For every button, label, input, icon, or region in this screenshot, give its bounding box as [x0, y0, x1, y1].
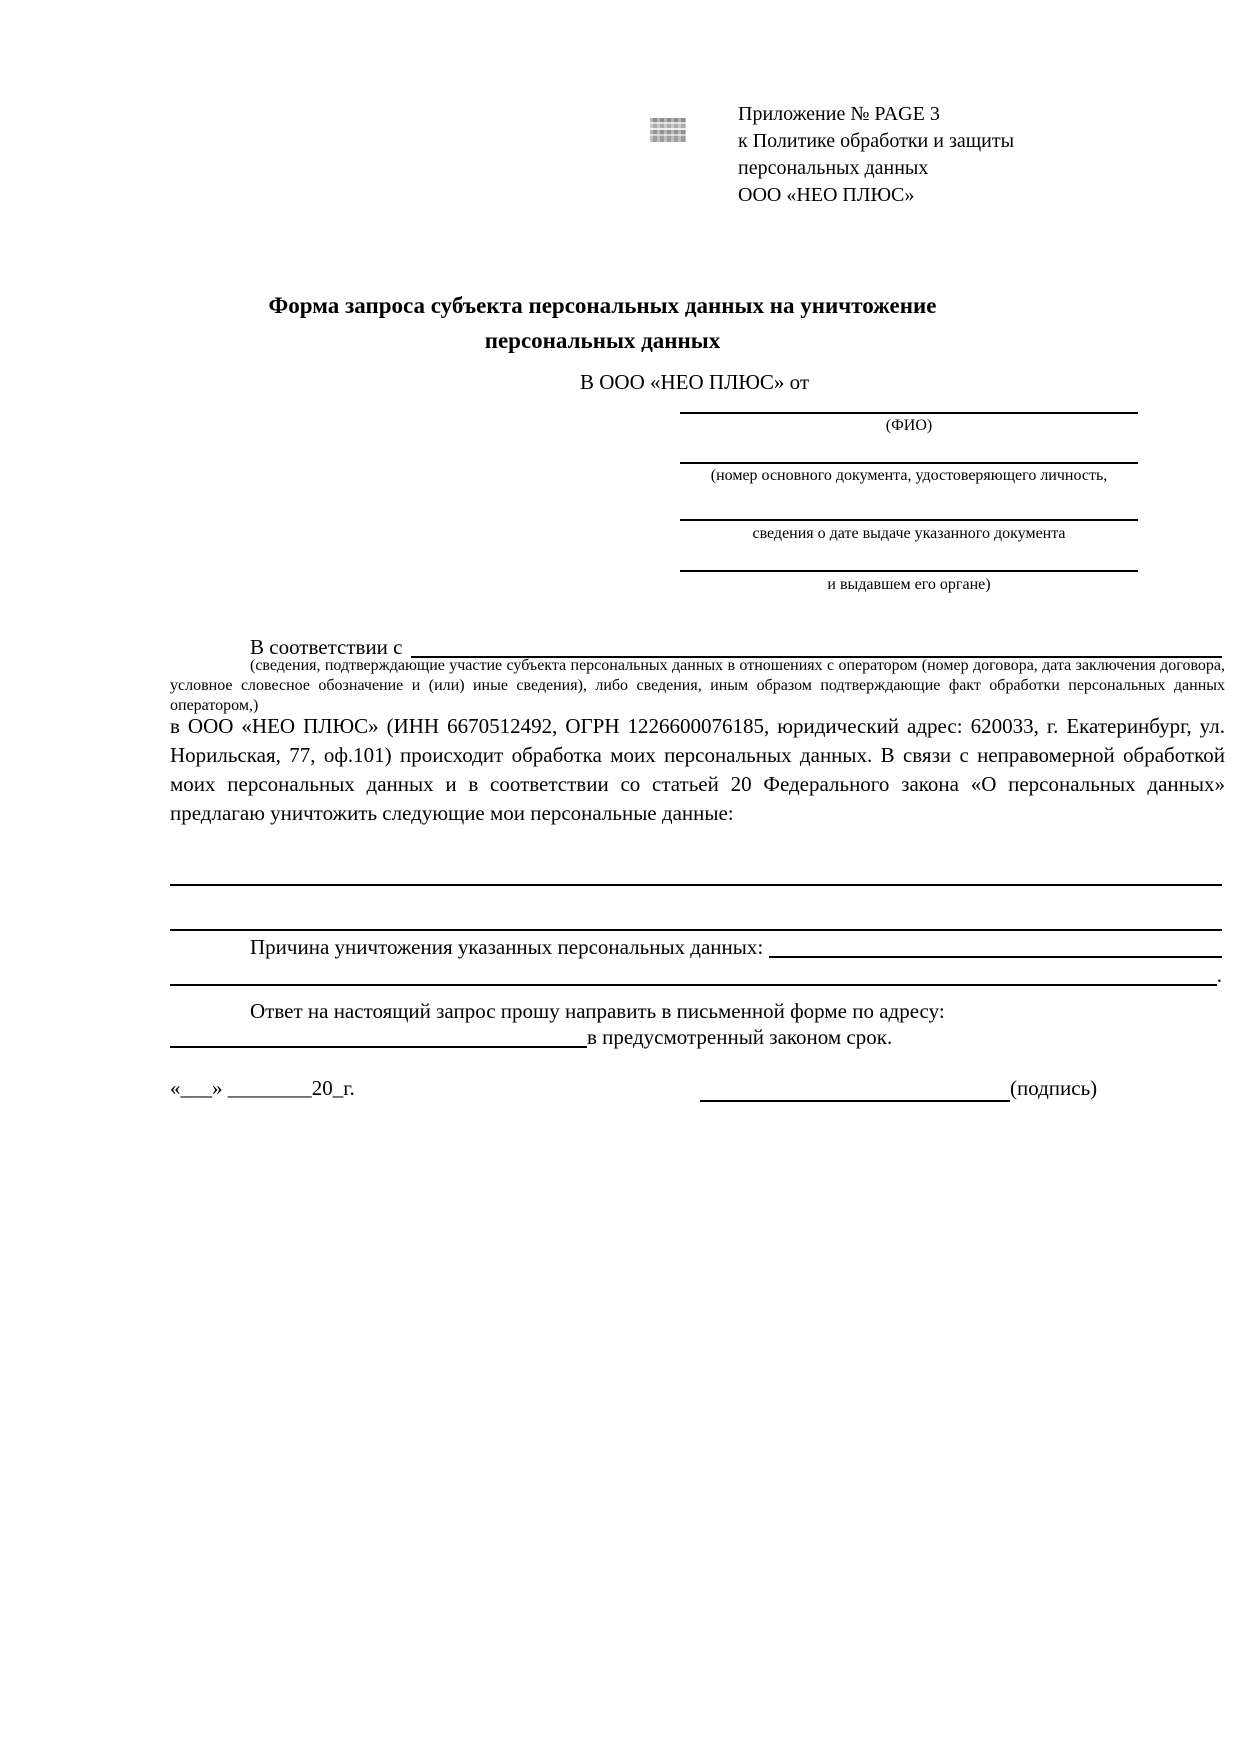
- trailing-period: .: [1216, 963, 1222, 987]
- document-title: [170, 288, 1035, 358]
- reason-blank-line: [769, 956, 1222, 958]
- address-blank-line: [170, 1046, 587, 1048]
- appendix-number-line: Приложение № PAGE 3: [738, 103, 940, 125]
- issuer-caption: и выдавшем его органе): [827, 576, 991, 593]
- response-term-text: в предусмотренный законом срок.: [587, 1025, 893, 1049]
- response-request-line: Ответ на настоящий запрос прошу направить в письменной форме по адресу:: [250, 999, 945, 1023]
- policy-line-1: к Политике обработки и защиты: [738, 130, 1015, 152]
- title-line-2: персональных данных: [484, 328, 721, 353]
- fio-blank-line: [680, 412, 1138, 414]
- company-name: ООО «НЕО ПЛЮС»: [738, 184, 915, 206]
- date-signature-row: [0, 1076, 1242, 1106]
- reason-label: Причина уничтожения указанных персональных данных:: [250, 935, 764, 959]
- fio-caption: (ФИО): [885, 417, 933, 434]
- issuer-blank-line: [680, 570, 1138, 572]
- title-line-1: Форма запроса субъекта персональных данных на уничтожение: [268, 293, 937, 318]
- appendix-header: [738, 101, 1068, 209]
- embedded-object-icon: [650, 118, 686, 142]
- policy-line-2: персональных данных: [738, 157, 929, 179]
- accordance-prefix: В соответствии с: [250, 635, 403, 659]
- date-blank: «___» ________20_г.: [170, 1076, 355, 1100]
- reason-row: [170, 932, 1222, 960]
- document-number-blank-line: [680, 462, 1138, 464]
- data-blank-line-1: [170, 884, 1222, 886]
- document-number-caption: (номер основного документа, удостоверяющего личность,: [710, 467, 1108, 484]
- issue-date-blank-line: [680, 519, 1138, 521]
- signature-blank-line: [700, 1100, 1010, 1102]
- reason-blank-line-2: [170, 984, 1217, 986]
- signature-caption: (подпись): [1010, 1076, 1098, 1100]
- data-blank-line-2: [170, 929, 1222, 931]
- reason-continuation-row: [170, 962, 1222, 988]
- fine-print-note: (сведения, подтверждающие участие субъекта персональных данных в отношениях с оператором (номер договора, дата заключения договора, условное словесное обозначение и (или) иные сведения), либо сведения, иным образом подтверждающие факт обработки персональных данных оператором,): [170, 657, 1225, 714]
- issue-date-caption: сведения о дате выдаче указанного документа: [752, 525, 1066, 542]
- response-address-row: [170, 1024, 1222, 1050]
- addressee-line: В ООО «НЕО ПЛЮС» от: [580, 370, 810, 394]
- body-paragraph: в ООО «НЕО ПЛЮС» (ИНН 6670512492, ОГРН 1226600076185, юридический адрес: 620033, г. Екатеринбург, ул. Норильская, 77, оф.101) происходит обработка моих персональных данных. В связи с неправомерной обработкой моих персональных данных и в соответствии со статьей 20 Федерального закона «О персональных данных» предлагаю уничтожить следующие мои персональные данные:: [170, 714, 1225, 825]
